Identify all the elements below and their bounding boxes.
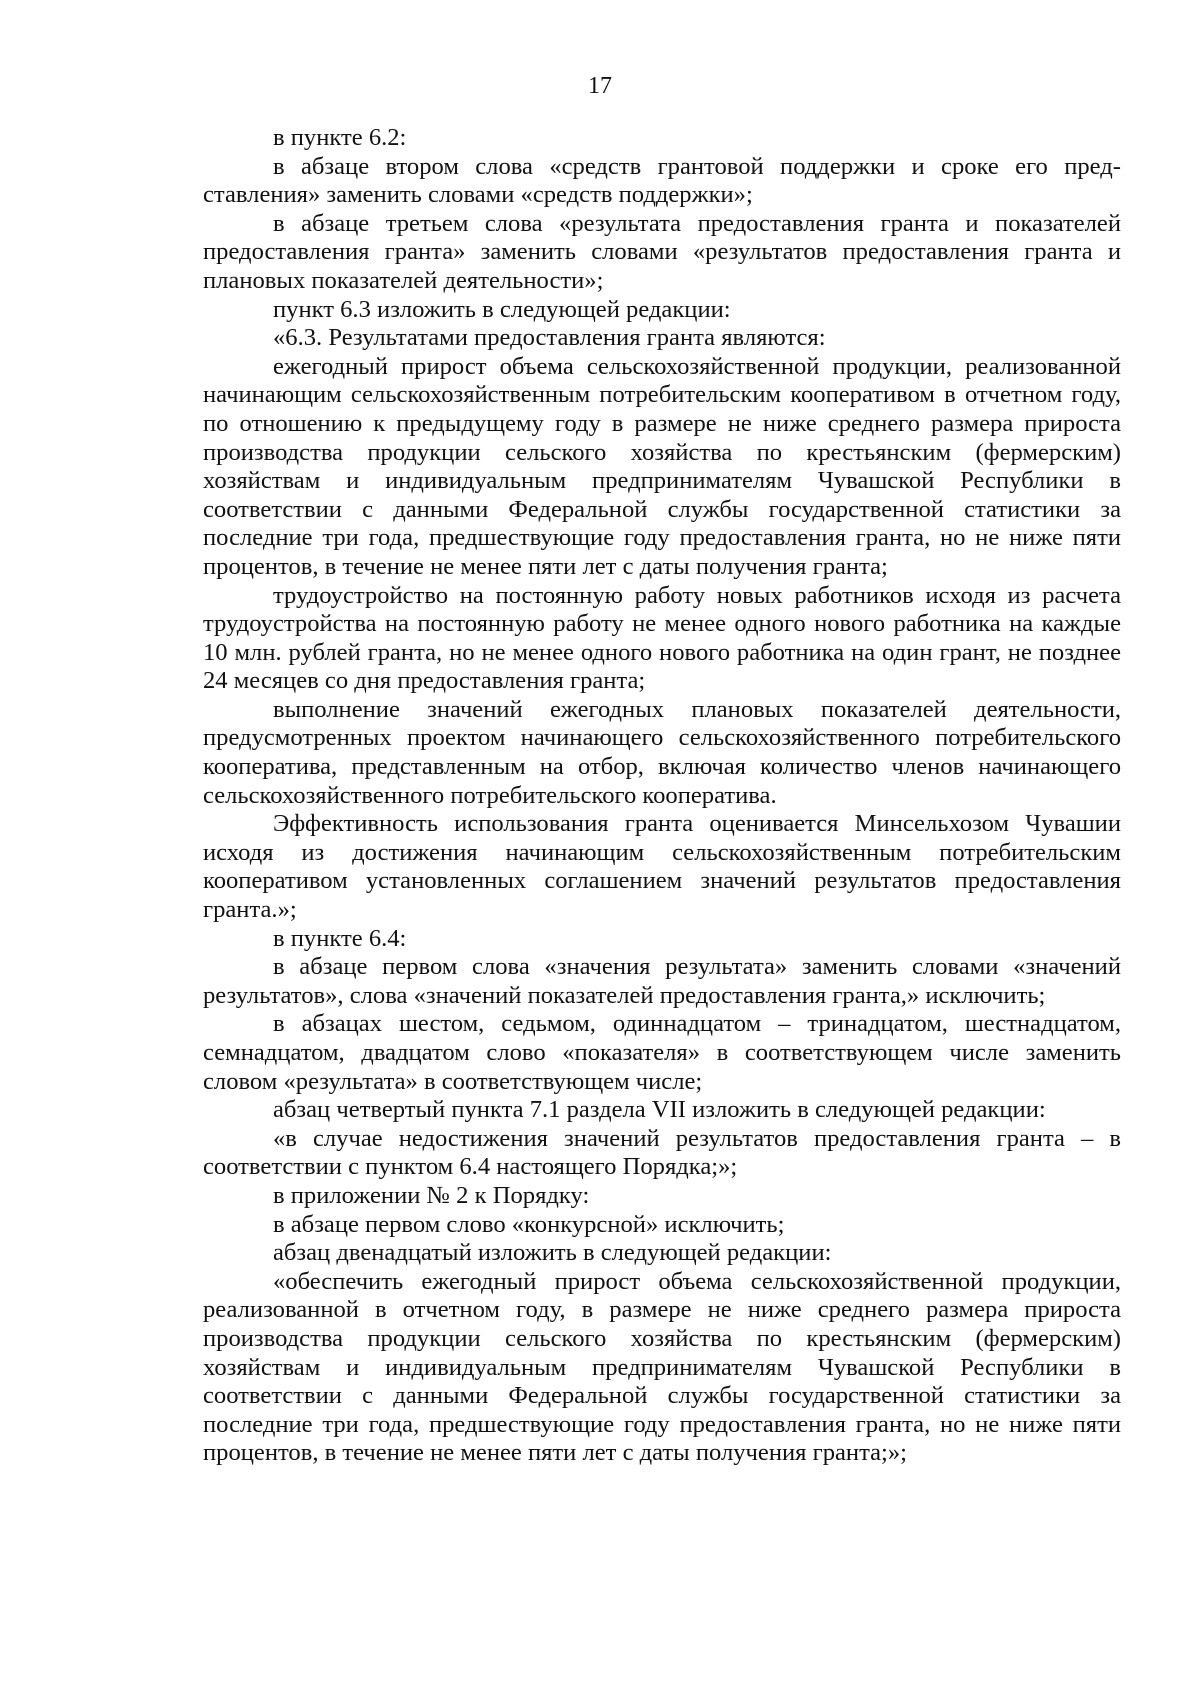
paragraph: «6.3. Результатами предоставления гранта являются:	[273, 324, 826, 352]
paragraph: в абзаце втором слова «средств грантовой поддержки и сроке его представления» заменить словами «средств поддержки»;	[203, 152, 1121, 209]
paragraph: в абзацах шестом, седьмом, одиннадцатом – тринадцатом, шестнадцатом, семнадцатом, двадцатом слово «показателя» в соответствующем числе заменить словом «результата» в соответствующем числе;	[203, 1010, 1121, 1095]
paragraph: абзац двенадцатый изложить в следующей редакции:	[273, 1239, 832, 1267]
paragraph: в приложении № 2 к Порядку:	[273, 1181, 590, 1209]
paragraph: ежегодный прирост объема сельскохозяйственной продукции, реализованной начинающим сельскохозяйственным потребительским кооперативом в отчетном году, по отношению к предыдущему году в размере не ниже среднего размера прироста производства продукции сельского хозяйства по крестьянским (фермерским) хозяйствам и индивидуальным предпринимателям Чувашской Республики в соответствии с данными Федеральной службы государственной статистики за последние три года, предшествующие году предоставления гранта, но не ниже пяти процентов, в течение не менее пяти лет с даты получения гранта;	[203, 352, 1121, 580]
document-body	[203, 124, 1121, 1468]
paragraph: в пункте 6.2:	[273, 124, 407, 151]
paragraph: в абзаце третьем слова «результата предоставления гранта и показателей предоставления гранта» заменить словами «результатов предоставления гранта и плановых показателей деятельности»;	[203, 209, 1121, 294]
paragraph: в пункте 6.4:	[273, 924, 407, 952]
paragraph: пункт 6.3 изложить в следующей редакции:	[273, 295, 731, 323]
paragraph: «в случае недостижения значений результатов предоставления гранта – в соответствии с пунктом 6.4 настоящего Порядка;»;	[203, 1124, 1121, 1181]
paragraph: в абзаце первом слово «конкурсной» исключить;	[273, 1210, 785, 1238]
paragraph: трудоустройство на постоянную работу новых работников исходя из расчета трудоустройства на постоянную работу не менее одного нового работника на каждые 10 млн. рублей гранта, но не менее одного нового работника на один грант, не позднее 24 месяцев со дня предоставления гранта;	[203, 581, 1121, 695]
paragraph: абзац четвертый пункта 7.1 раздела VII изложить в следующей редакции:	[273, 1096, 1046, 1124]
paragraph: Эффективность использования гранта оценивается Минсельхозом Чувашии исходя из достижения начинающим сельскохозяйственным потребительским кооперативом установленных соглашением значений результатов предоставления гранта.»;	[203, 810, 1121, 924]
paragraph: выполнение значений ежегодных плановых показателей деятельности, предусмотренных проектом начинающего сельскохозяйственного потребительского кооператива, представленным на отбор, включая количество членов начинающего сельскохозяйственного потребительского кооператива.	[203, 695, 1121, 809]
paragraph: в абзаце первом слова «значения результата» заменить словами «значений результатов», слова «значений показателей предоставления гранта,» исключить;	[203, 953, 1121, 1009]
page-number: 17	[588, 73, 612, 99]
paragraph: «обеспечить ежегодный прирост объема сельскохозяйственной продукции, реализованной в отчетном году, в размере не ниже среднего размера прироста производства продукции сельского хозяйства по крестьянским (фермерским) хозяйствам и индивидуальным предпринимателям Чувашской Республики в соответствии с данными Федеральной службы государственной статистики за последние три года, предшествующие году предоставления гранта, но не ниже пяти процентов, в течение не менее пяти лет с даты получения гранта;»;	[203, 1267, 1121, 1467]
